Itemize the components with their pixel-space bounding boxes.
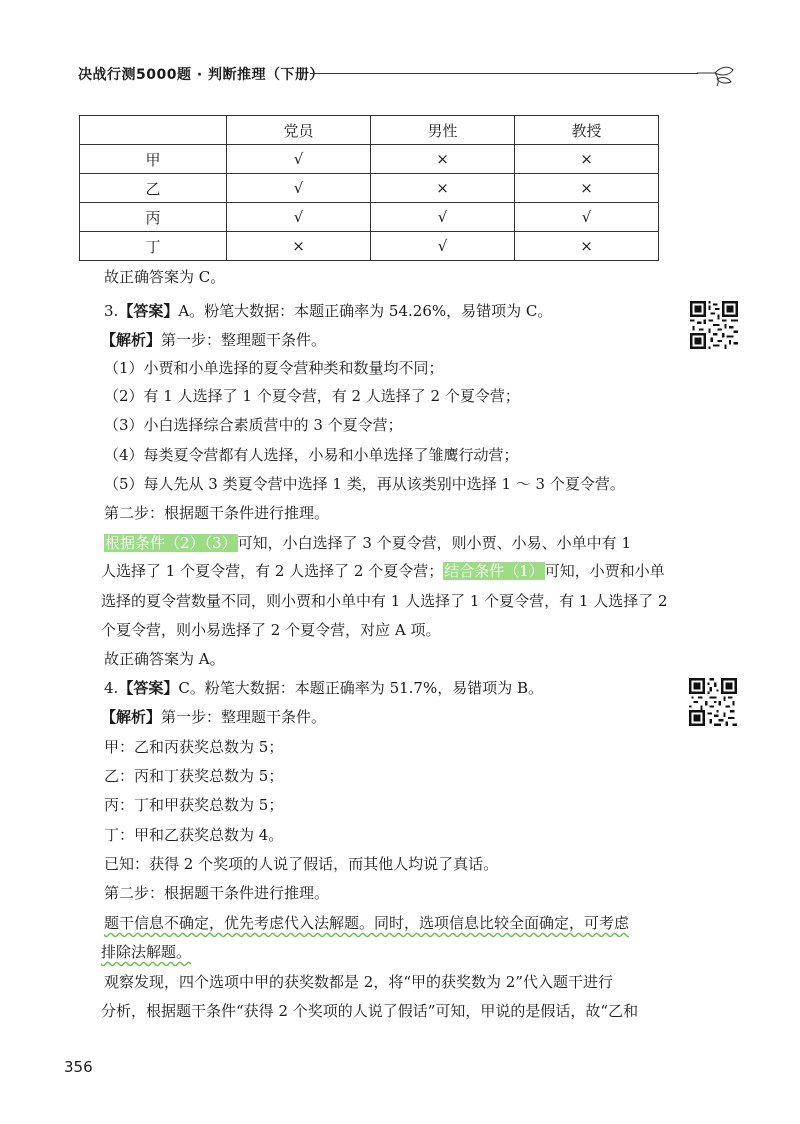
analysis-text: 第一步：整理题干条件。 <box>161 708 327 726</box>
text-line <box>101 942 191 962</box>
highlight-condition: 结合条件（1） <box>444 562 544 580</box>
analysis-tag: 【解析】 <box>101 708 162 726</box>
text-line <box>104 533 631 553</box>
table-header-row <box>80 116 659 145</box>
table-cell: 丙 <box>80 203 227 232</box>
table-row <box>80 203 659 232</box>
table-cell: √ <box>227 174 371 203</box>
answer-tag: 【答案】 <box>118 302 179 320</box>
condition-line: （2）有 1 人选择了 1 个夏令营，有 2 人选择了 2 个夏令营； <box>104 387 520 405</box>
statement-line: 丁：甲和乙获奖总数为 4。 <box>104 826 284 844</box>
table-header-cell <box>80 116 227 145</box>
table-cell: √ <box>227 145 371 174</box>
analysis-text: 第一步：整理题干条件。 <box>161 331 327 349</box>
answer-line <box>104 678 543 698</box>
table-row <box>80 145 659 174</box>
table-cell: × <box>515 145 659 174</box>
table-cell: 丁 <box>80 232 227 261</box>
sprout-icon <box>695 64 739 88</box>
book-title: 决战行测5000题 · 判断推理（下册） <box>78 67 325 83</box>
wavy-underlined-text: 题干信息不确定，优先考虑代入法解题。同时，选项信息比较全面确定，可考虑 <box>104 914 630 932</box>
question-number: 3. <box>104 302 119 320</box>
answer-tag: 【答案】 <box>118 679 179 697</box>
text-line <box>101 561 665 581</box>
table-cell: × <box>371 145 515 174</box>
analysis-line <box>101 707 326 727</box>
text-line: 已知：获得 2 个奖项的人说了假话，而其他人均说了真话。 <box>104 855 499 873</box>
question-number: 4. <box>104 679 119 697</box>
table-cell: × <box>227 232 371 261</box>
table-header-cell: 党员 <box>227 116 371 145</box>
statement-line: 乙：丙和丁获奖总数为 5； <box>104 767 284 785</box>
text-span: 可知，小贾和小单 <box>544 562 665 580</box>
text-line: 故正确答案为 C。 <box>104 268 226 286</box>
step-line: 第二步：根据题干条件进行推理。 <box>104 504 330 522</box>
text-span: 可知，小白选择了 3 个夏令营，则小贾、小易、小单中有 1 <box>237 534 631 552</box>
text-line: 故正确答案为 A。 <box>104 650 225 668</box>
table-cell: √ <box>371 203 515 232</box>
text-line: 观察发现，四个选项中甲的获奖数都是 2，将“甲的获奖数为 2”代入题干进行 <box>104 973 613 991</box>
text-line: 分析，根据题干条件“获得 2 个奖项的人说了假话”可知，甲说的是假话，故“乙和 <box>101 1002 639 1020</box>
condition-line: （3）小白选择综合素质营中的 3 个夏令营； <box>104 416 403 434</box>
qr-code-icon[interactable] <box>689 678 737 726</box>
truth-table <box>79 115 659 261</box>
table-cell: × <box>515 232 659 261</box>
table-header-cell: 教授 <box>515 116 659 145</box>
answer-line <box>104 301 552 321</box>
table-row <box>80 232 659 261</box>
table-cell: √ <box>371 232 515 261</box>
wavy-underlined-text: 排除法解题。 <box>101 943 192 961</box>
text-line: 个夏令营，则小易选择了 2 个夏令营，对应 A 项。 <box>101 621 441 639</box>
answer-text: C。粉笔大数据：本题正确率为 51.7%，易错项为 B。 <box>178 679 544 697</box>
analysis-tag: 【解析】 <box>101 331 162 349</box>
table-cell: √ <box>227 203 371 232</box>
qr-code-icon[interactable] <box>690 301 738 349</box>
statement-line: 丙：丁和甲获奖总数为 5； <box>104 796 284 814</box>
table-row <box>80 174 659 203</box>
table-cell: √ <box>515 203 659 232</box>
text-span: 人选择了 1 个夏令营，有 2 人选择了 2 个夏令营； <box>101 562 444 580</box>
table-cell: 甲 <box>80 145 227 174</box>
condition-line: （4）每类夏令营都有人选择，小易和小单选择了雏鹰行动营； <box>104 446 519 464</box>
condition-line: （1）小贾和小单选择的夏令营种类和数量均不同； <box>104 359 444 377</box>
step-line: 第二步：根据题干条件进行推理。 <box>104 884 330 902</box>
highlight-condition: 根据条件（2）（3） <box>105 534 237 552</box>
running-header <box>78 60 748 90</box>
table-cell: × <box>515 174 659 203</box>
text-line: 选择的夏令营数量不同，则小贾和小单中有 1 人选择了 1 个夏令营，有 1 人选择了 2 <box>101 592 668 610</box>
statement-line: 甲：乙和丙获奖总数为 5； <box>104 738 284 756</box>
table-cell: 乙 <box>80 174 227 203</box>
text-line <box>104 913 629 933</box>
analysis-line <box>101 330 326 350</box>
page-number: 356 <box>64 1058 93 1076</box>
answer-text: A。粉笔大数据：本题正确率为 54.26%，易错项为 C。 <box>178 302 553 320</box>
table-header-cell: 男性 <box>371 116 515 145</box>
condition-line: （5）每人先从 3 类夏令营中选择 1 类，再从该类别中选择 1 ～ 3 个夏令营。 <box>104 475 625 493</box>
header-rule <box>310 73 698 74</box>
table-cell: × <box>371 174 515 203</box>
